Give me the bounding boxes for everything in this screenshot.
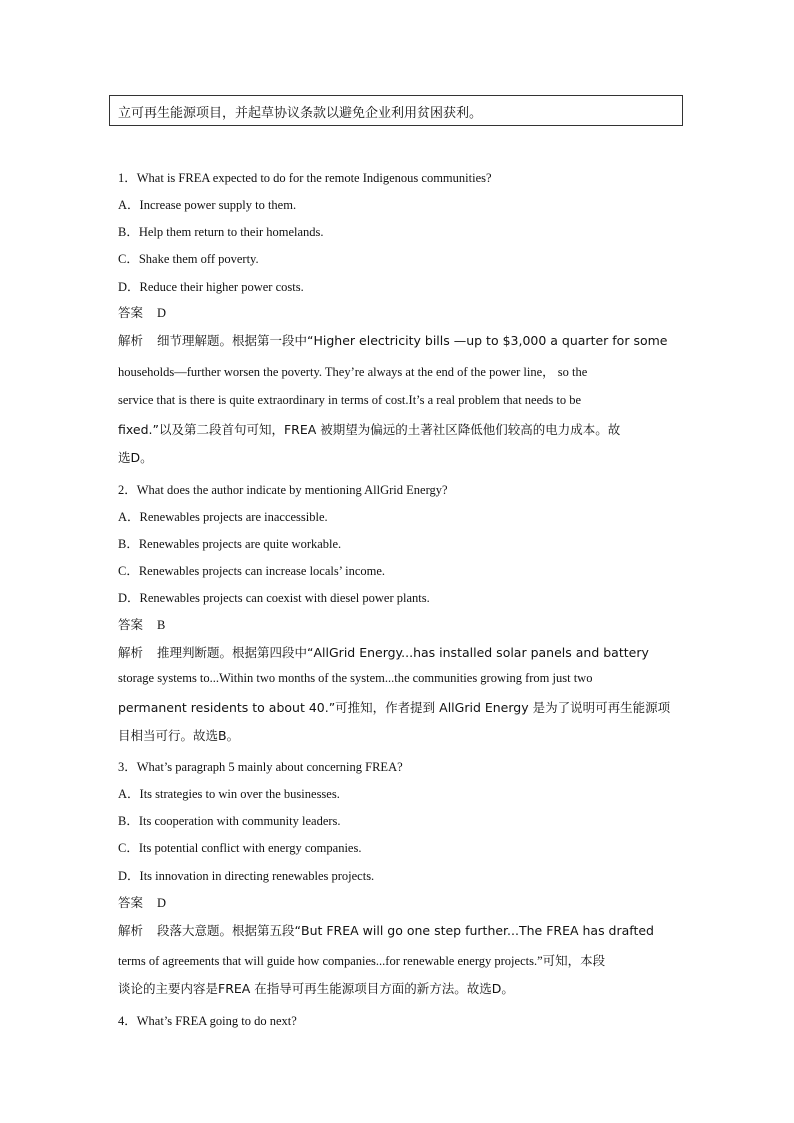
q1-analysis-line-1: 解析 细节理解题。根据第一段中“Higher electricity bills —up to $3,000 a quarter for some — [118, 333, 668, 348]
summary-box — [109, 95, 683, 126]
answer-value: D — [157, 896, 167, 910]
q1-analysis-line-2: households—further worsen the poverty. They’re always at the end of the power line， so the — [118, 365, 588, 379]
q2-option-d: D．Renewables projects can coexist with diesel power plants. — [118, 591, 430, 605]
q3-answer — [118, 893, 166, 911]
q2-analysis-line-2: storage systems to...Within two months of the system...the communities growing from just two — [118, 671, 593, 685]
q2-analysis-line-1: 解析 推理判断题。根据第四段中“AllGrid Energy...has installed solar panels and battery — [118, 645, 649, 660]
q2-answer — [118, 615, 165, 633]
q3-option-b: B．Its cooperation with community leaders. — [118, 814, 341, 828]
q2-analysis-line-4: 目相当可行。故选B。 — [118, 728, 240, 743]
q2-analysis-line-3: permanent residents to about 40.”可推知，作者提到 AllGrid Energy 是为了说明可再生能源项 — [118, 700, 671, 715]
q3-analysis-line-2: terms of agreements that will guide how companies...for renewable energy projects.”可知，本段 — [118, 954, 606, 968]
q1-analysis-line-3: service that is there is quite extraordinary in terms of cost.It’s a real problem that needs to be — [118, 393, 582, 407]
answer-value: B — [157, 618, 166, 632]
q1-answer — [118, 303, 166, 321]
question-4-stem: 4．What’s FREA going to do next? — [118, 1014, 297, 1028]
q3-option-a: A．Its strategies to win over the businesses. — [118, 787, 340, 801]
q2-option-c: C．Renewables projects can increase locals’ income. — [118, 564, 386, 578]
q3-analysis-line-1: 解析 段落大意题。根据第五段“But FREA will go one step further...The FREA has drafted — [118, 923, 654, 938]
q1-option-a: A．Increase power supply to them. — [118, 198, 297, 212]
question-1-stem: 1．What is FREA expected to do for the remote Indigenous communities? — [118, 171, 492, 185]
q1-option-b: B．Help them return to their homelands. — [118, 225, 324, 239]
answer-label: 答案 — [118, 305, 144, 320]
answer-label: 答案 — [118, 895, 144, 910]
analysis-label: 解析 — [118, 645, 144, 660]
q2-option-b: B．Renewables projects are quite workable. — [118, 537, 342, 551]
answer-label: 答案 — [118, 617, 144, 632]
analysis-label: 解析 — [118, 923, 144, 938]
q3-option-d: D．Its innovation in directing renewables projects. — [118, 869, 375, 883]
analysis-label: 解析 — [118, 333, 144, 348]
q1-analysis-line-5: 选D。 — [118, 450, 153, 465]
q1-option-c: C．Shake them off poverty. — [118, 252, 259, 266]
question-2-stem: 2．What does the author indicate by mentioning AllGrid Energy? — [118, 483, 448, 497]
answer-value: D — [157, 306, 167, 320]
summary-text: 立可再生能源项目，并起草协议条款以避免企业利用贫困获利。 — [118, 106, 483, 121]
q3-analysis-line-3: 谈论的主要内容是FREA 在指导可再生能源项目方面的新方法。故选D。 — [118, 981, 514, 996]
q2-option-a: A．Renewables projects are inaccessible. — [118, 510, 328, 524]
q3-option-c: C．Its potential conflict with energy companies. — [118, 841, 362, 855]
q1-option-d: D．Reduce their higher power costs. — [118, 280, 304, 294]
q1-analysis-line-4: fixed.”以及第二段首句可知，FREA 被期望为偏远的土著社区降低他们较高的电力成本。故 — [118, 422, 621, 437]
question-3-stem: 3．What’s paragraph 5 mainly about concerning FREA? — [118, 760, 403, 774]
